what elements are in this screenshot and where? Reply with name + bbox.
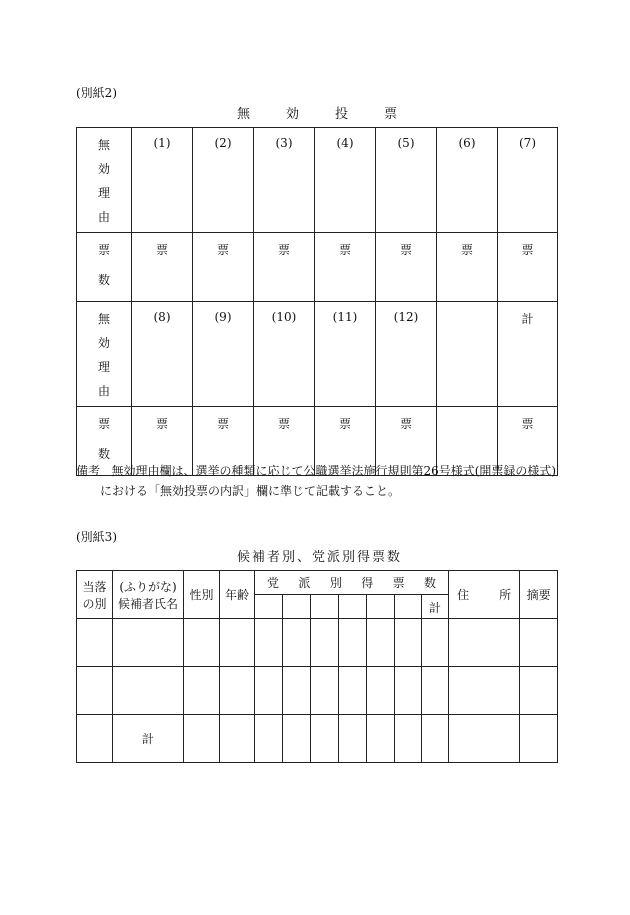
reason-header-cell: (7) bbox=[498, 128, 558, 233]
ballot-unit-cell: 票 bbox=[437, 233, 498, 302]
section2-title bbox=[237, 103, 397, 122]
table-cell bbox=[184, 619, 220, 667]
party-subtotal-header: 計 bbox=[422, 595, 449, 619]
table-cell bbox=[520, 667, 558, 715]
label-char: 数 bbox=[97, 273, 110, 287]
table-cell bbox=[184, 667, 220, 715]
table-cell bbox=[422, 715, 449, 763]
party-subcell bbox=[255, 595, 283, 619]
title-char: 無 bbox=[237, 107, 251, 122]
label-char: 票 bbox=[97, 417, 110, 431]
label-char: 由 bbox=[97, 384, 110, 398]
reason-header-cell: (1) bbox=[132, 128, 193, 233]
table-cell bbox=[367, 715, 395, 763]
note-prefix: 備考 bbox=[76, 464, 101, 478]
label-char: 効 bbox=[97, 336, 110, 350]
party-subcell bbox=[395, 595, 422, 619]
table-cell bbox=[255, 619, 283, 667]
note-block bbox=[76, 461, 606, 501]
table-cell bbox=[520, 715, 558, 763]
section3-label: (別紙3) bbox=[76, 530, 117, 544]
table-row bbox=[77, 128, 558, 233]
table-row bbox=[77, 233, 558, 302]
reason-header-cell: (5) bbox=[376, 128, 437, 233]
ballot-unit-cell: 票 bbox=[315, 407, 376, 476]
address-header bbox=[449, 571, 520, 619]
ballot-unit-cell: 票 bbox=[376, 233, 437, 302]
age-header: 年齢 bbox=[220, 571, 255, 619]
note-text-2: における「無効投票の内訳」欄に準じて記載すること。 bbox=[100, 484, 401, 498]
table-row bbox=[77, 302, 558, 407]
note-text-1: 無効理由欄は、選挙の種類に応じて公職選挙法施行規則第26号様式(開票録の様式) bbox=[111, 464, 557, 478]
note-line-1 bbox=[76, 461, 606, 481]
table-cell bbox=[311, 619, 339, 667]
ballot-unit-cell: 票 bbox=[193, 407, 254, 476]
ballot-unit-cell: 票 bbox=[315, 233, 376, 302]
reason-header-cell: (3) bbox=[254, 128, 315, 233]
party-votes-header bbox=[255, 571, 449, 595]
header-char: 派 bbox=[298, 576, 311, 590]
header-line: 候補者氏名 bbox=[117, 596, 178, 611]
ballot-unit-cell: 票 bbox=[132, 407, 193, 476]
table-cell bbox=[311, 715, 339, 763]
table-cell bbox=[422, 619, 449, 667]
header-char: 票 bbox=[392, 576, 405, 590]
section3-title: 候補者別、党派別得票数 bbox=[237, 550, 403, 565]
reason-header-cell: (9) bbox=[193, 302, 254, 407]
title-char: 票 bbox=[383, 107, 397, 122]
result-header bbox=[77, 571, 113, 619]
reason-label-cell bbox=[77, 128, 132, 233]
table-cell bbox=[395, 667, 422, 715]
header-char: 党 bbox=[267, 576, 280, 590]
label-char: 理 bbox=[97, 360, 110, 374]
table-cell bbox=[311, 667, 339, 715]
ballot-unit-cell: 票 bbox=[193, 233, 254, 302]
header-line: 当落 bbox=[82, 579, 107, 594]
table-cell bbox=[220, 715, 255, 763]
invalid-ballots-table bbox=[76, 127, 558, 476]
label-char: 由 bbox=[97, 210, 110, 224]
table-cell bbox=[367, 667, 395, 715]
reason-header-cell: (4) bbox=[315, 128, 376, 233]
reason-header-cell: (12) bbox=[376, 302, 437, 407]
table-total-row bbox=[77, 715, 558, 763]
label-char: 数 bbox=[97, 447, 110, 461]
table-cell bbox=[449, 667, 520, 715]
table-cell bbox=[422, 667, 449, 715]
ballot-unit-cell: 票 bbox=[376, 407, 437, 476]
header-line: (ふりがな) bbox=[119, 579, 177, 594]
table-cell bbox=[339, 667, 367, 715]
total-header-cell: 計 bbox=[498, 302, 558, 407]
reason-header-cell: (6) bbox=[437, 128, 498, 233]
reason-label-cell bbox=[77, 302, 132, 407]
table-cell bbox=[283, 667, 311, 715]
header-char: 別 bbox=[329, 576, 342, 590]
table-cell bbox=[255, 715, 283, 763]
table-row bbox=[77, 667, 558, 715]
name-header bbox=[113, 571, 184, 619]
table-cell bbox=[520, 619, 558, 667]
header-char: 所 bbox=[499, 588, 512, 602]
table-cell bbox=[339, 619, 367, 667]
label-char: 無 bbox=[97, 312, 110, 326]
label-char: 理 bbox=[97, 186, 110, 200]
reason-header-cell: (8) bbox=[132, 302, 193, 407]
candidate-votes-table bbox=[76, 570, 558, 763]
table-cell bbox=[220, 667, 255, 715]
table-cell bbox=[395, 619, 422, 667]
header-char: 得 bbox=[361, 576, 374, 590]
title-char: 効 bbox=[285, 107, 299, 122]
ballot-unit-cell: 票 bbox=[254, 407, 315, 476]
table-cell bbox=[77, 619, 113, 667]
table-cell bbox=[283, 715, 311, 763]
party-subcell bbox=[339, 595, 367, 619]
table-row bbox=[77, 619, 558, 667]
table-cell bbox=[283, 619, 311, 667]
ballot-unit-cell: 票 bbox=[498, 407, 558, 476]
header-char: 住 bbox=[457, 588, 470, 602]
table-cell bbox=[77, 715, 113, 763]
party-subcell bbox=[283, 595, 311, 619]
reason-header-cell: (11) bbox=[315, 302, 376, 407]
reason-header-cell: (2) bbox=[193, 128, 254, 233]
table-cell bbox=[449, 619, 520, 667]
table-cell bbox=[367, 619, 395, 667]
table-cell bbox=[339, 715, 367, 763]
party-subcell bbox=[311, 595, 339, 619]
table-cell bbox=[113, 667, 184, 715]
count-label-cell bbox=[77, 233, 132, 302]
ballot-unit-cell: 票 bbox=[498, 233, 558, 302]
table-cell bbox=[113, 619, 184, 667]
reason-header-cell: (10) bbox=[254, 302, 315, 407]
label-char: 無 bbox=[97, 138, 110, 152]
ballot-unit-cell: 票 bbox=[132, 233, 193, 302]
sex-header: 性別 bbox=[184, 571, 220, 619]
header-char: 数 bbox=[424, 576, 437, 590]
table-cell bbox=[395, 715, 422, 763]
label-char: 票 bbox=[97, 243, 110, 257]
table-cell bbox=[220, 619, 255, 667]
section2-label: (別紙2) bbox=[76, 86, 117, 100]
label-char: 効 bbox=[97, 162, 110, 176]
table-cell bbox=[449, 715, 520, 763]
remarks-header: 摘要 bbox=[520, 571, 558, 619]
header-line: の別 bbox=[82, 596, 107, 611]
table-cell bbox=[77, 667, 113, 715]
party-subcell bbox=[367, 595, 395, 619]
table-cell bbox=[255, 667, 283, 715]
reason-header-cell bbox=[437, 302, 498, 407]
title-char: 投 bbox=[334, 107, 348, 122]
table-cell bbox=[184, 715, 220, 763]
table-header-row bbox=[77, 571, 558, 595]
total-label-cell: 計 bbox=[113, 715, 184, 763]
ballot-unit-cell: 票 bbox=[254, 233, 315, 302]
